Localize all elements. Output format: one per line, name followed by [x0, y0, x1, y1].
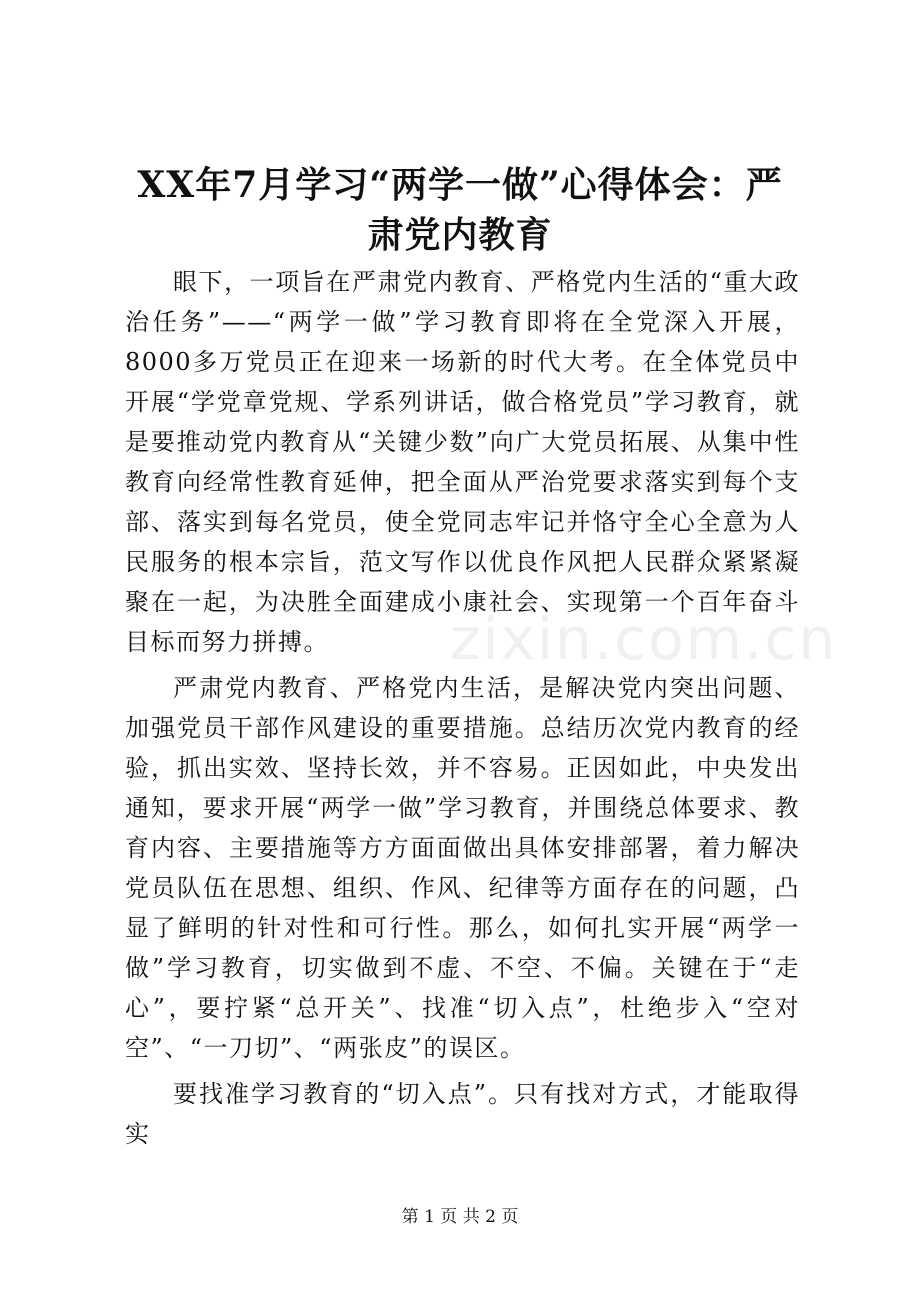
paragraph-2: 严肃党内教育、严格党内生活，是解决党内突出问题、加强党员干部作风建设的重要措施。总结历次党内教育的经验，抓出实效、坚持长效，并不容易。正因如此，中央发出通知，要求开展“两学一做”学习教育，并围绕总体要求、教育内容、主要措施等方方面面做出具体安排部署，着力解决党员队伍在思想、组织、作风、纪律等方面存在的问题，凸显了鲜明的针对性和可行性。那么，如何扎实开展“两学一做”学习教育，切实做到不虚、不空、不偏。关键在于“走心”，要拧紧“总开关”、找准“切入点”，杜绝步入“空对空”、“一刀切”、“两张皮”的误区。 [125, 674, 800, 1062]
page-number-footer: 第 1 页 共 2 页 [401, 1207, 519, 1227]
paragraph-1: 眼下，一项旨在严肃党内教育、严格党内生活的“重大政治任务”——“两学一做”学习教育即将在全党深入开展，8000多万党员正在迎来一场新的时代大考。在全体党员中开展“学党章党规、学系列讲话，做合格党员”学习教育，就是要推动党内教育从“关键少数”向广大党员拓展、从集中性教育向经常性教育延伸，把全面从严治党要求落实到每个支部、落实到每名党员，使全党同志牢记并恪守全心全意为人民服务的根本宗旨，范文写作以优良作风把人民群众紧紧凝聚在一起，为决胜全面建成小康社会、实现第一个百年奋斗目标而努力拼搏。 [125, 268, 800, 656]
document-title: XX年7月学习“两学一做”心得体会：严肃党内教育 [137, 164, 783, 256]
watermark: zixin.com.cn [450, 605, 838, 673]
paragraph-3: 要找准学习教育的“切入点”。只有找对方式，才能取得实 [125, 1080, 800, 1148]
document-body [125, 262, 800, 1160]
